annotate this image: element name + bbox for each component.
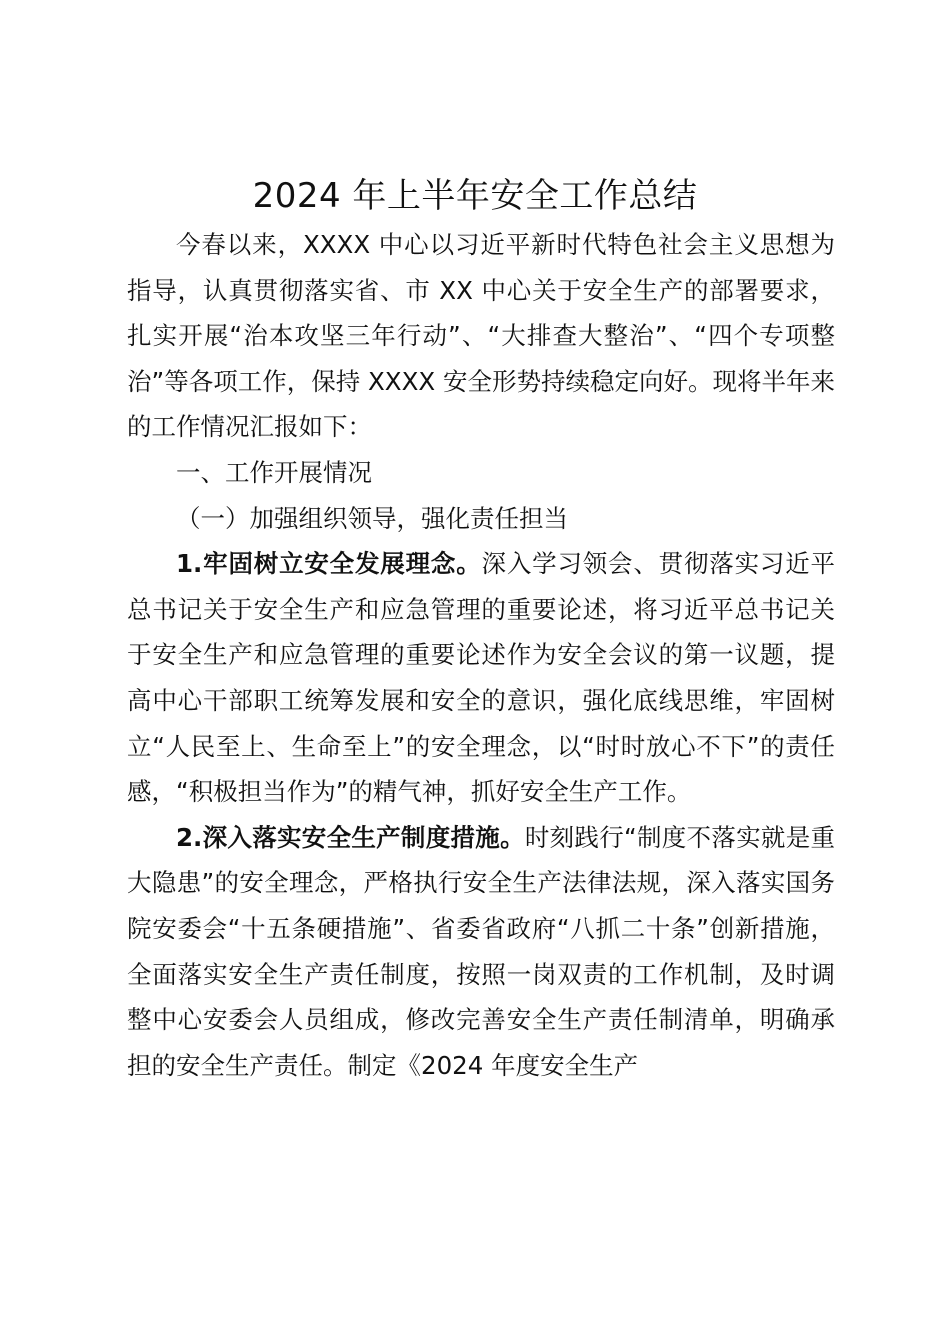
item-2-lead: 2.深入落实安全生产制度措施。: [176, 822, 525, 852]
document-body: [127, 222, 835, 1088]
item-1-text: 深入学习领会、贯彻落实习近平总书记关于安全生产和应急管理的重要论述，将习近平总书记关于安全生产和应急管理的重要论述作为安全会议的第一议题，提高中心干部职工统筹发展和安全的意识，强化底线思维，牢固树立“人民至上、生命至上”的安全理念，以“时时放心不下”的责任感，“积极担当作为”的精气神，抓好安全生产工作。: [127, 549, 836, 807]
item-2-text: 时刻践行“制度不落实就是重大隐患”的安全理念，严格执行安全生产法律法规，深入落实国务院安委会“十五条硬措施”、省委省政府“八抓二十条”创新措施，全面落实安全生产责任制度，按照一岗双责的工作机制，及时调整中心安委会人员组成，修改完善安全生产责任制清单，明确承担的安全生产责任。制定《2024 年度安全生产: [127, 822, 835, 1080]
intro-paragraph: 今春以来，XXXX 中心以习近平新时代特色社会主义思想为指导，认真贯彻落实省、市 XX 中心关于安全生产的部署要求，扎实开展“治本攻坚三年行动”、“大排查大整治”、“四个专项整治”等各项工作，保持 XXXX 安全形势持续稳定向好。现将半年来的工作情况汇报如下：: [127, 230, 835, 442]
section-heading-1: 一、工作开展情况: [176, 457, 372, 487]
item-paragraph-1: [127, 541, 835, 815]
document-title: 2024 年上半年安全工作总结: [252, 176, 698, 216]
subsection-heading-1: （一）加强组织领导，强化责任担当: [176, 503, 568, 533]
item-1-lead: 1.牢固树立安全发展理念。: [176, 549, 482, 579]
item-paragraph-2: [127, 815, 835, 1089]
